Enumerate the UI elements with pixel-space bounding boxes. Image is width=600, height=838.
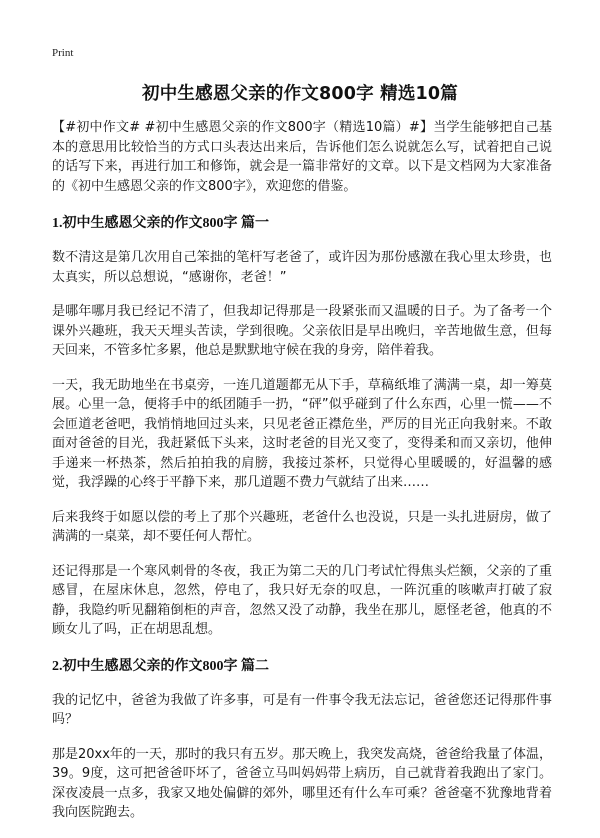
section-2-paragraph-1: 我的记忆中，爸爸为我做了许多事，可是有一件事令我无法忘记，爸爸您还记得那件事吗？: [52, 692, 552, 727]
section-1-paragraph-5: 还记得那是一个寒风刺骨的冬夜，我正为第二天的几门考试忙得焦头烂额，父亲的了重感冒，在屋床休息，忽然，停电了，我只好无奈的叹息，一阵沉重的咳嗽声打破了寂静，我隐约听见翻箱倒柜的声音，忽然又没了动静，我坐在那儿，愿怪老爸，他真的不顾女儿了吗，正在胡思乱想。: [52, 563, 552, 637]
intro-paragraph: 【#初中作文# #初中生感恩父亲的作文800字（精选10篇）#】当学生能够把自己基本的意思用比较恰当的方式口头表达出来后，告诉他们怎么说就怎么写，试着把自己说的话写下来，再进行加工和修饰，就会是一篇非常好的文章。以下是文档网为大家准备的《初中生感恩父亲的作文800字》，欢迎您的借鉴。: [52, 120, 552, 194]
section-1-paragraph-1: 数不清这是第几次用自己笨拙的笔杆写老爸了，或许因为那份感激在我心里太珍贵，也太真实，所以总想说，“感谢你，老爸！”: [52, 250, 552, 285]
section-1-paragraph-4: 后来我终于如愿以偿的考上了那个兴趣班，老爸什么也没说，只是一头扎进厨房，做了满满的一桌菜，却不要任何人帮忙。: [52, 509, 552, 544]
section-1-paragraph-2: 是哪年哪月我已经记不清了，但我却记得那是一段紧张而又温暖的日子。为了备考一个课外兴趣班，我天天埋头苦读，学到很晚。父亲依旧是早出晚归，辛苦地做生意，但每天回来，不管多忙多累，他总是默默地守候在我的身旁，陪伴着我。: [52, 304, 552, 358]
section-1-paragraph-3: 一天，我无助地坐在书桌旁，一连几道题都无从下手，草稿纸堆了满满一桌，却一筹莫展。心里一急，便将手中的纸团随手一扔，“砰”似乎碰到了什么东西，心里一慌——不会匝道老爸吧，我悄悄地回过头来，只见老爸正襟危坐，严厉的目光正向我射来。不敢面对爸爸的目光，我赶紧低下头来，这时老爸的目光又变了，变得柔和而又亲切，他伸手递来一杯热茶，然后拍拍我的肩膀，我接过茶杯，只觉得心里暖暖的，好温馨的感觉，我浮躁的心终于平静下来，那几道题不费力气就结了出来……: [52, 377, 552, 490]
section-heading-1: 1.初中生感恩父亲的作文800字 篇一: [52, 216, 269, 231]
print-label[interactable]: Print: [52, 47, 74, 59]
document-body: [52, 118, 552, 838]
section-heading-2: 2.初中生感恩父亲的作文800字 篇二: [52, 658, 269, 674]
section-2-paragraph-2: 那是20xx年的一天，那时的我只有五岁。那天晚上，我突发高烧，爸爸给我量了体温，39。9度，这可把爸爸吓坏了，爸爸立马叫妈妈带上病历，自己就背着我跑出了家门。深夜凌晨一点多，我家又地处偏僻的郊外，哪里还有什么车可乘？爸爸毫不犹豫地背着我向医院跑去。: [52, 746, 552, 820]
document-title: 初中生感恩父亲的作文800字 精选10篇: [142, 84, 458, 104]
